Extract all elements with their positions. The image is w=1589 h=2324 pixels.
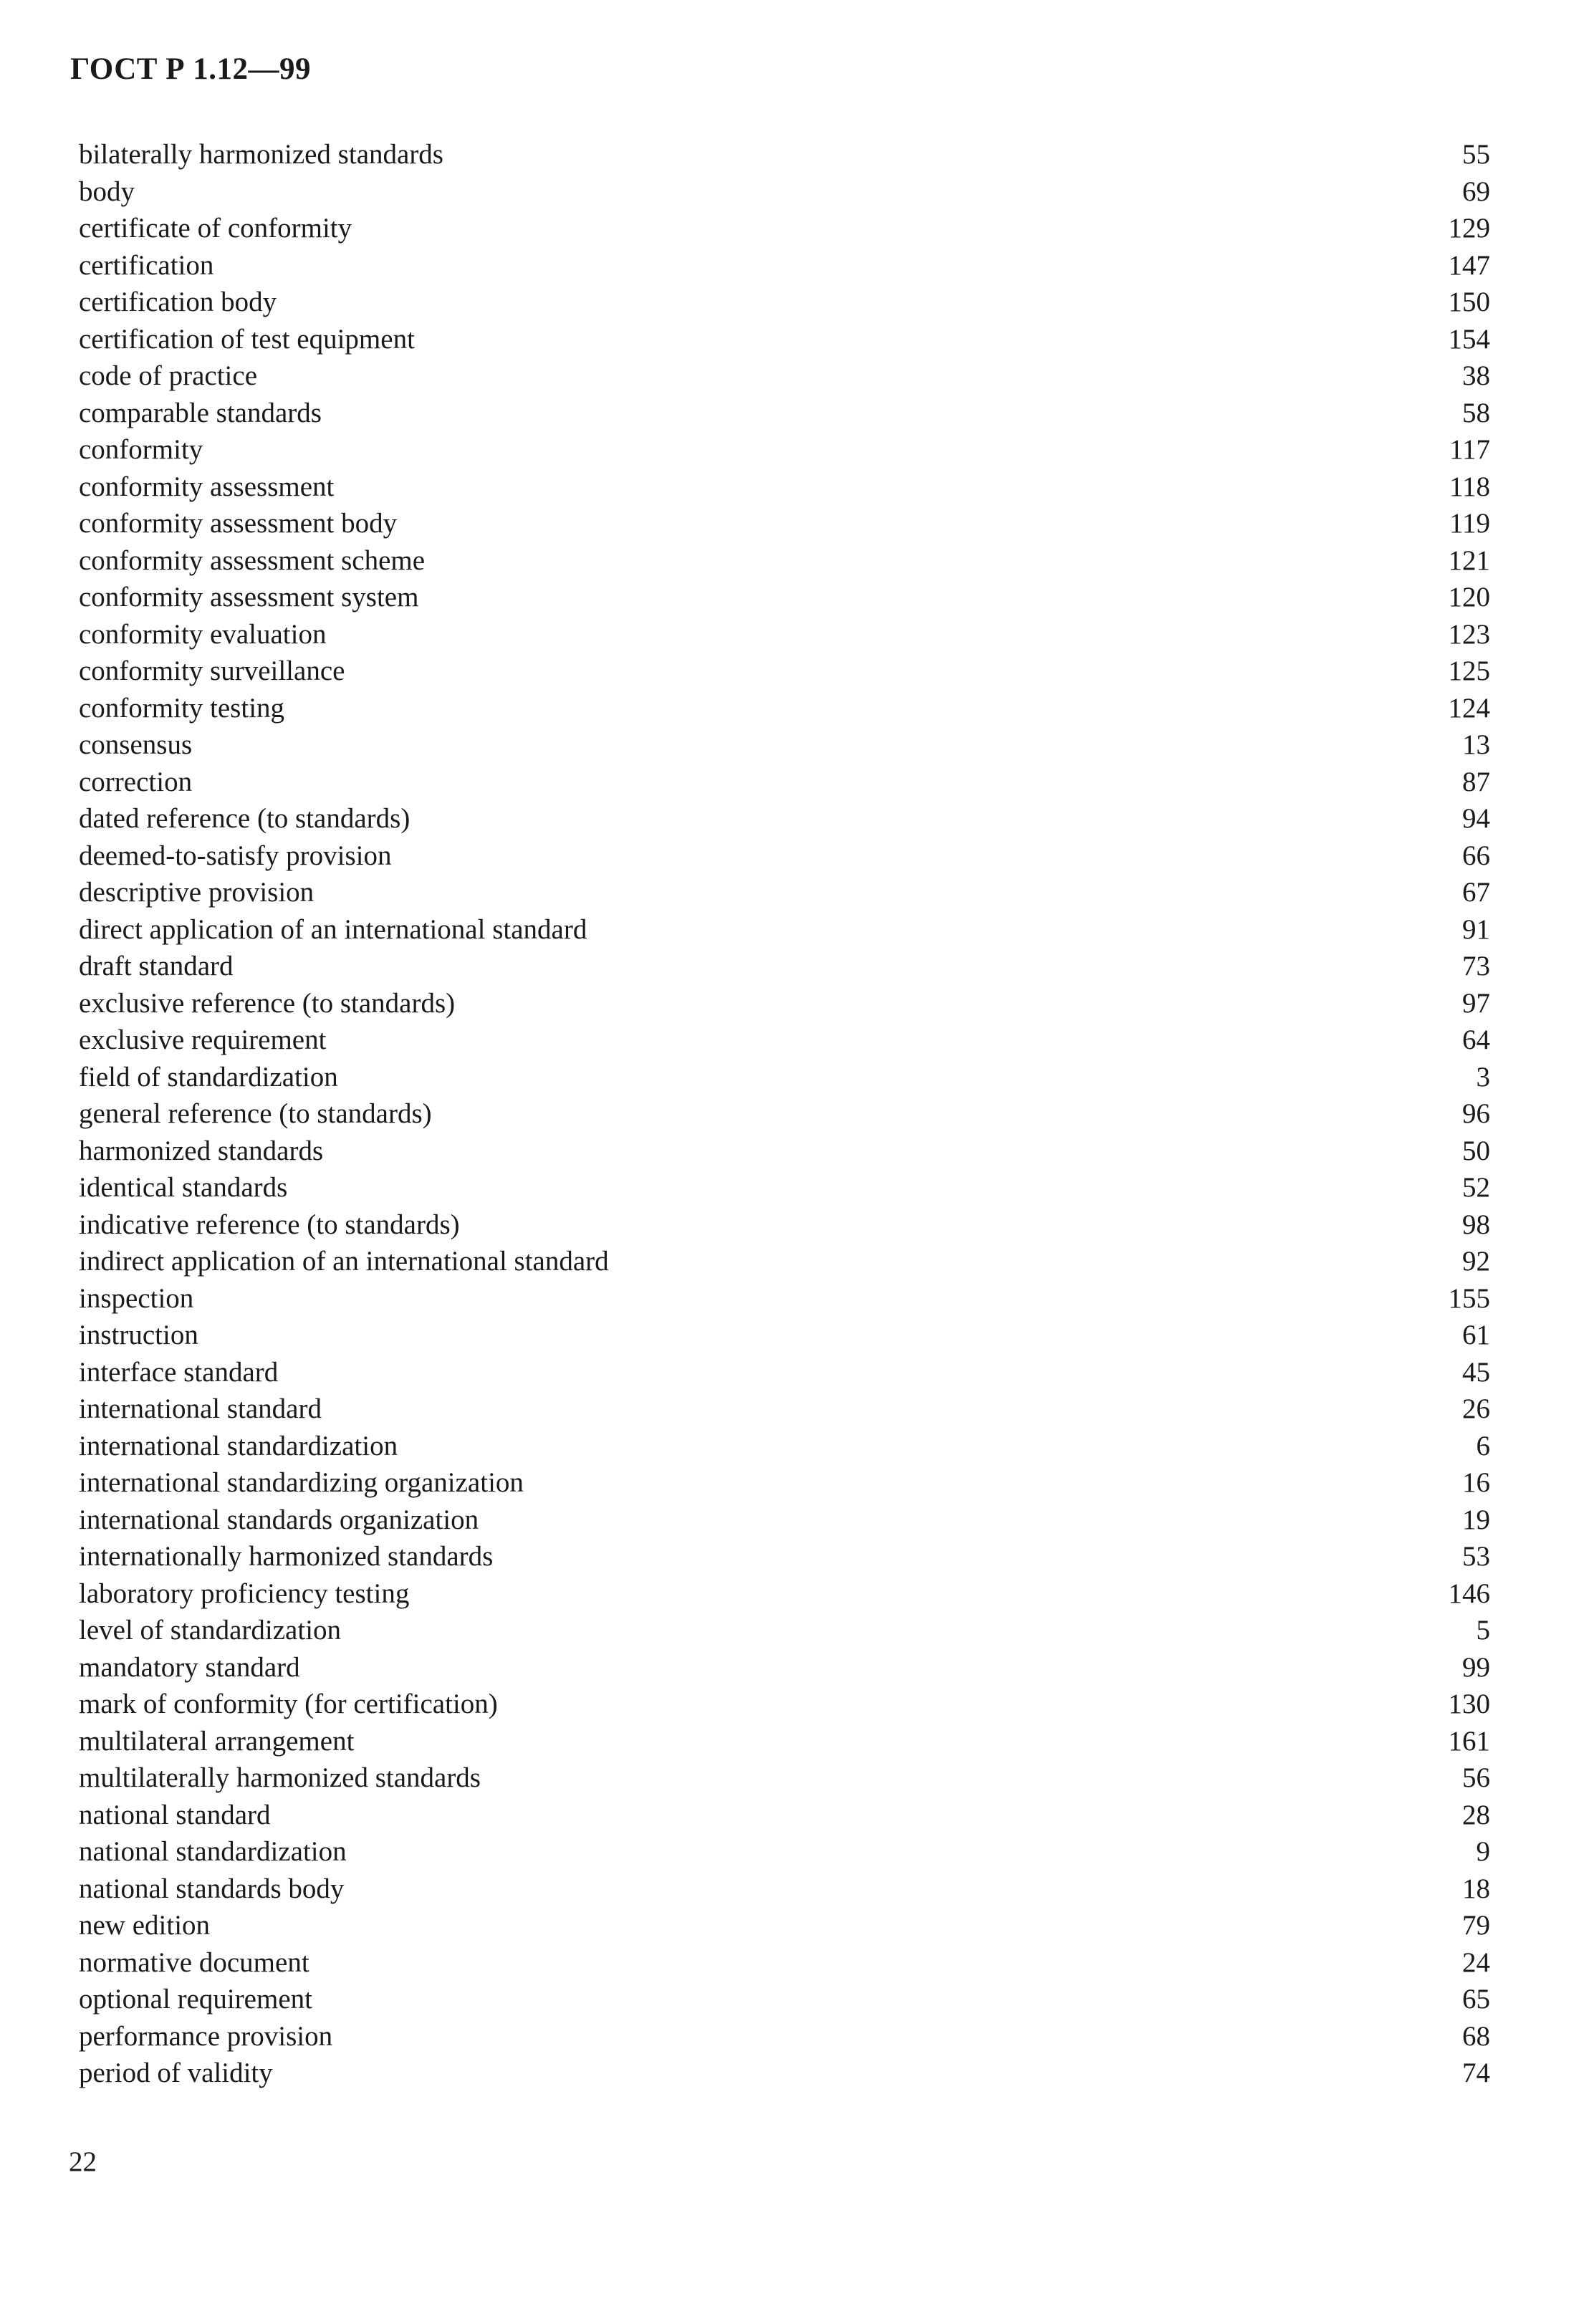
index-row (79, 800, 1490, 837)
index-term: performance provision (79, 2020, 333, 2052)
index-term: exclusive requirement (79, 1024, 327, 1055)
index-term-number: 98 (1462, 1209, 1490, 1240)
index-term: normative document (79, 1946, 309, 1978)
index-term: conformity assessment (79, 471, 335, 502)
index-term-number: 119 (1449, 508, 1490, 539)
index-term: field of standardization (79, 1061, 338, 1093)
index-term-number: 55 (1462, 139, 1490, 170)
page-number: 22 (69, 2146, 97, 2177)
index-row (79, 985, 1490, 1022)
index-term-number: 146 (1448, 1578, 1490, 1609)
index-term: draft standard (79, 951, 234, 981)
index-term-number: 3 (1476, 1061, 1490, 1093)
index-term-number: 18 (1462, 1873, 1490, 1904)
index-term-number: 117 (1449, 434, 1490, 465)
index-row (79, 395, 1490, 432)
index-term-number: 147 (1448, 249, 1490, 281)
index-term-number: 73 (1462, 951, 1490, 981)
index-term: correction (79, 766, 193, 797)
index-term: international standardizing organization (79, 1467, 524, 1498)
index-term-number: 74 (1462, 2057, 1490, 2088)
index-row (79, 431, 1490, 469)
index-row (79, 284, 1490, 321)
index-row (79, 1759, 1490, 1797)
index-term-number: 56 (1462, 1762, 1490, 1793)
index-term: certificate of conformity (79, 213, 352, 244)
index-row (79, 505, 1490, 542)
index-term: conformity assessment scheme (79, 544, 426, 576)
index-row (79, 542, 1490, 580)
index-term-number: 123 (1448, 618, 1490, 650)
index-row (79, 690, 1490, 727)
index-term-number: 125 (1448, 656, 1490, 686)
index-row (79, 1612, 1490, 1649)
index-term-number: 68 (1462, 2020, 1490, 2052)
index-term: new edition (79, 1910, 211, 1941)
index-term: dated reference (to standards) (79, 803, 411, 834)
index-term-number: 26 (1462, 1393, 1490, 1424)
index-term: conformity surveillance (79, 656, 345, 686)
index-term-number: 13 (1462, 729, 1490, 760)
index-term: conformity assessment system (79, 582, 419, 613)
index-row (79, 1243, 1490, 1280)
index-term: laboratory proficiency testing (79, 1578, 410, 1609)
index-term-number: 19 (1462, 1504, 1490, 1535)
index-term-number: 5 (1476, 1615, 1490, 1646)
index-term-number: 155 (1448, 1282, 1490, 1314)
index-row (79, 321, 1490, 358)
index-term: consensus (79, 729, 193, 760)
document-header: ГОСТ Р 1.12—99 (70, 52, 312, 86)
index-term-number: 38 (1462, 360, 1490, 391)
index-term-number: 150 (1448, 287, 1490, 317)
index-term: international standards organization (79, 1504, 479, 1535)
index-row (79, 210, 1490, 247)
index-row (79, 911, 1490, 949)
index-row (79, 1280, 1490, 1317)
index-term: mark of conformity (for certification) (79, 1689, 498, 1719)
index-term-number: 97 (1462, 987, 1490, 1019)
index-row (79, 1317, 1490, 1354)
index-term-number: 6 (1476, 1430, 1490, 1461)
index-term: conformity testing (79, 692, 285, 724)
index-term-number: 79 (1462, 1910, 1490, 1941)
index-term: general reference (to standards) (79, 1098, 432, 1129)
index-term: international standardization (79, 1430, 398, 1461)
index-term-number: 91 (1462, 913, 1490, 945)
index-row (79, 136, 1490, 173)
index-term-number: 121 (1448, 544, 1490, 576)
index-row (79, 1871, 1490, 1908)
index-row (79, 2055, 1490, 2092)
index-term: mandatory standard (79, 1651, 300, 1683)
index-term: multilaterally harmonized standards (79, 1762, 481, 1793)
index-term-number: 96 (1462, 1098, 1490, 1129)
index-row (79, 469, 1490, 506)
index-term: descriptive provision (79, 877, 315, 908)
index-term: certification body (79, 287, 277, 317)
index-term: conformity assessment body (79, 508, 398, 539)
index-row (79, 726, 1490, 764)
index-row (79, 1059, 1490, 1096)
index-term: national standard (79, 1799, 271, 1830)
index-term: inspection (79, 1282, 194, 1314)
index-row (79, 1686, 1490, 1723)
index-term-number: 87 (1462, 766, 1490, 797)
index-row (79, 874, 1490, 911)
index-row (79, 357, 1490, 395)
index-term-number: 50 (1462, 1135, 1490, 1166)
index-term: optional requirement (79, 1984, 312, 2015)
index-term: body (79, 176, 135, 207)
index-term-number: 28 (1462, 1799, 1490, 1830)
index-row (79, 1575, 1490, 1613)
index-row (79, 1206, 1490, 1244)
index-term-number: 129 (1448, 213, 1490, 244)
index-term: bilaterally harmonized standards (79, 139, 443, 170)
index-row (79, 1095, 1490, 1133)
index-term-number: 99 (1462, 1651, 1490, 1683)
index-term-number: 130 (1448, 1689, 1490, 1719)
index-row (79, 1833, 1490, 1871)
index-term-number: 67 (1462, 877, 1490, 908)
index-term: conformity (79, 434, 203, 465)
index-term: multilateral arrangement (79, 1725, 355, 1757)
index-term-number: 45 (1462, 1356, 1490, 1388)
index-term-number: 92 (1462, 1246, 1490, 1277)
index-row (79, 579, 1490, 616)
index-term-number: 61 (1462, 1320, 1490, 1350)
index-row (79, 1538, 1490, 1575)
index-row (79, 1428, 1490, 1465)
index-row (79, 1169, 1490, 1206)
index-term: national standardization (79, 1836, 347, 1867)
index-term-number: 120 (1448, 582, 1490, 613)
index-row (79, 2018, 1490, 2055)
index-term-number: 69 (1462, 176, 1490, 207)
index-term: level of standardization (79, 1615, 342, 1646)
term-index-list (79, 136, 1490, 2092)
index-term-number: 64 (1462, 1024, 1490, 1055)
index-term: interface standard (79, 1356, 279, 1388)
index-row (79, 247, 1490, 284)
index-term: identical standards (79, 1172, 288, 1203)
index-row (79, 948, 1490, 985)
index-term-number: 52 (1462, 1172, 1490, 1203)
index-row (79, 837, 1490, 875)
index-term: code of practice (79, 360, 258, 391)
index-row (79, 1391, 1490, 1428)
index-row (79, 1354, 1490, 1391)
index-term-number: 53 (1462, 1541, 1490, 1572)
index-row (79, 1133, 1490, 1170)
index-term: conformity evaluation (79, 618, 327, 650)
index-term-number: 65 (1462, 1984, 1490, 2015)
index-row (79, 1797, 1490, 1834)
index-term-number: 124 (1448, 692, 1490, 724)
index-row (79, 1723, 1490, 1760)
index-term-number: 118 (1449, 471, 1490, 502)
index-term: indirect application of an international standard (79, 1246, 609, 1277)
index-term: international standard (79, 1393, 322, 1424)
index-row (79, 1944, 1490, 1982)
index-row (79, 653, 1490, 690)
index-term: certification of test equipment (79, 323, 415, 355)
index-term: period of validity (79, 2057, 273, 2088)
index-term: national standards body (79, 1873, 345, 1904)
index-row (79, 1981, 1490, 2018)
index-term: direct application of an international standard (79, 913, 587, 945)
index-term: internationally harmonized standards (79, 1541, 494, 1572)
index-term-number: 154 (1448, 323, 1490, 355)
index-term: certification (79, 249, 214, 281)
index-term: exclusive reference (to standards) (79, 987, 456, 1019)
index-term-number: 16 (1462, 1467, 1490, 1498)
index-row (79, 764, 1490, 801)
index-term: harmonized standards (79, 1135, 324, 1166)
index-term-number: 58 (1462, 397, 1490, 428)
index-row (79, 1907, 1490, 1944)
index-row (79, 173, 1490, 211)
index-term: indicative reference (to standards) (79, 1209, 460, 1240)
index-term: instruction (79, 1320, 198, 1350)
index-row (79, 1022, 1490, 1059)
index-term-number: 66 (1462, 840, 1490, 871)
index-term-number: 9 (1476, 1836, 1490, 1867)
index-row (79, 1464, 1490, 1502)
index-term-number: 94 (1462, 803, 1490, 834)
index-row (79, 616, 1490, 653)
index-term-number: 161 (1448, 1725, 1490, 1757)
index-row (79, 1649, 1490, 1686)
index-row (79, 1502, 1490, 1539)
index-term: comparable standards (79, 397, 322, 428)
index-term: deemed-to-satisfy provision (79, 840, 392, 871)
index-term-number: 24 (1462, 1946, 1490, 1978)
